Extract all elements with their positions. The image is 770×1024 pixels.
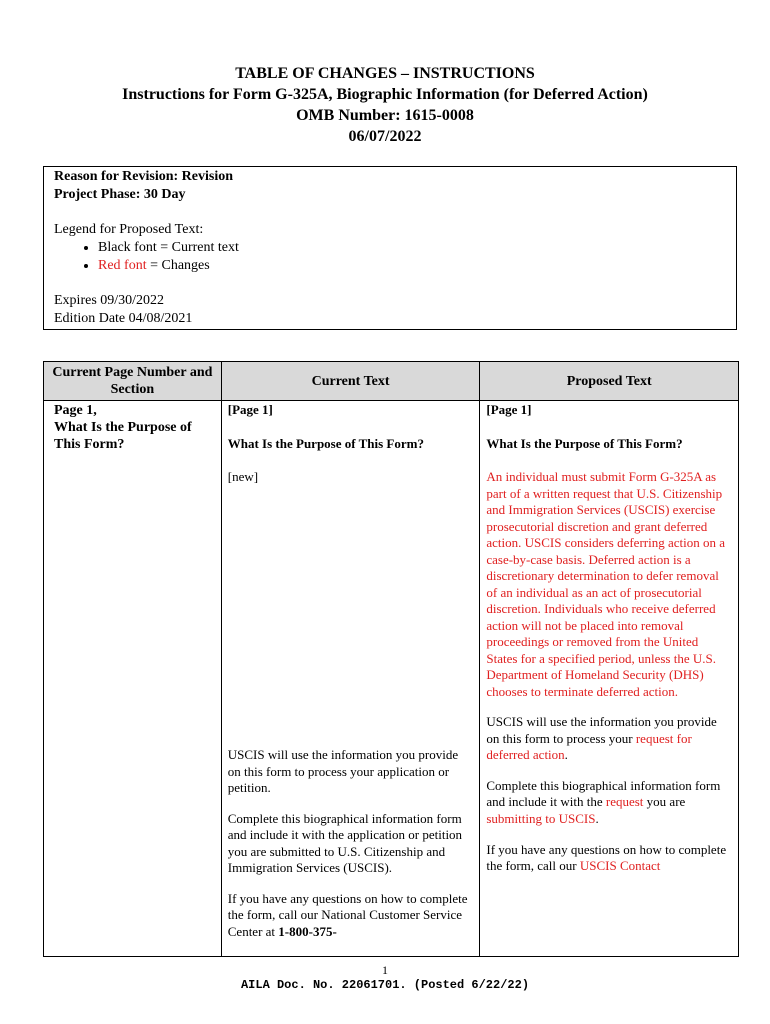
section-cell xyxy=(44,401,222,957)
section-page: Page 1, xyxy=(54,403,97,418)
reason-for-revision: Reason for Revision: Revision xyxy=(54,169,234,184)
proposed-page-label: [Page 1] xyxy=(486,402,532,417)
proposed-p1-text: USCIS will use the information you provide on this form to process your xyxy=(486,714,717,746)
header-section: Current Page Number and Section xyxy=(44,362,222,401)
current-heading: What Is the Purpose of This Form? xyxy=(227,435,424,451)
proposed-p2-change-1: request xyxy=(605,794,644,809)
current-p3-phone: 1-800-375- xyxy=(278,923,337,939)
table-row xyxy=(44,401,739,957)
proposed-paragraph-3 xyxy=(486,842,732,875)
omb-number: OMB Number: 1615-0008 xyxy=(296,107,474,124)
title-line-2: Instructions for Form G-325A, Biographic Information (for Deferred Action) xyxy=(122,86,648,103)
current-new-marker: [new] xyxy=(227,469,259,484)
proposed-heading: What Is the Purpose of This Form? xyxy=(486,435,683,451)
current-p3-text: If you have any questions on how to complete the form, call our National Customer Service Center at xyxy=(227,890,468,939)
header-current-text: Current Text xyxy=(221,362,480,401)
proposed-p2-end: . xyxy=(595,810,599,826)
proposed-p3-text: If you have any questions on how to complete the form, call our xyxy=(486,841,727,873)
proposed-p1-end: . xyxy=(564,747,568,762)
aila-doc-footer: AILA Doc. No. 22061701. (Posted 6/22/22) xyxy=(240,978,530,992)
legend-title: Legend for Proposed Text: xyxy=(54,222,204,237)
proposed-p3-change: USCIS Contact xyxy=(579,858,661,873)
legend-red-word: Red font xyxy=(98,258,147,273)
current-page-label: [Page 1] xyxy=(227,402,273,417)
legend-list xyxy=(54,239,726,275)
proposed-p2-text: Complete this biographical information form and include it with the xyxy=(486,777,721,809)
legend-red-rest: = Changes xyxy=(146,258,210,273)
proposed-paragraph-2 xyxy=(486,778,732,828)
current-paragraph-3 xyxy=(228,891,474,941)
edition-date: Edition Date 04/08/2021 xyxy=(54,311,193,326)
proposed-p2-mid: you are xyxy=(643,794,686,809)
title-line-1: TABLE OF CHANGES – INSTRUCTIONS xyxy=(235,65,535,82)
document-date: 06/07/2022 xyxy=(348,128,422,145)
current-paragraph-2: Complete this biographical information form and include it with the application or petition you are submitted to U.S. Citizenship and Immigration Services (USCIS). xyxy=(227,810,463,875)
legend-red-item xyxy=(98,257,726,275)
proposed-p1-change: request for deferred action xyxy=(486,730,692,762)
current-paragraph-1: USCIS will use the information you provide on this form to process your application or petition. xyxy=(227,747,459,795)
project-phase: Project Phase: 30 Day xyxy=(54,187,186,202)
proposed-new-paragraph: An individual must submit Form G-325A as part of a written request that U.S. Citizenship and Immigration Services (USCIS) exercise prosecutorial discretion and grant deferred action. USCIS considers deferring action on a case-by-case basis. Deferred action is a discretionary determination to defer removal of an individual as an act of prosecutorial discretion. Individuals who receive deferred action will not be placed into removal proceedings or removed from the United States for a specified period, unless the U.S. Department of Homeland Security (DHS) chooses to terminate deferred action. xyxy=(486,469,725,699)
expiration-date: Expires 09/30/2022 xyxy=(54,293,165,308)
legend-black-item: • Black font = Current text xyxy=(98,239,726,257)
table-header-row xyxy=(44,362,739,401)
page-number: 1 xyxy=(382,963,388,977)
changes-table xyxy=(43,361,739,957)
header-proposed-text: Proposed Text xyxy=(480,362,739,401)
current-text-cell xyxy=(221,401,480,957)
proposed-text-cell xyxy=(480,401,739,957)
section-name: What Is the Purpose of This Form? xyxy=(54,420,192,452)
proposed-p2-change-2: submitting to USCIS xyxy=(486,810,596,826)
revision-info-box xyxy=(43,166,737,330)
proposed-paragraph-1 xyxy=(486,714,732,764)
document-title xyxy=(0,63,770,147)
